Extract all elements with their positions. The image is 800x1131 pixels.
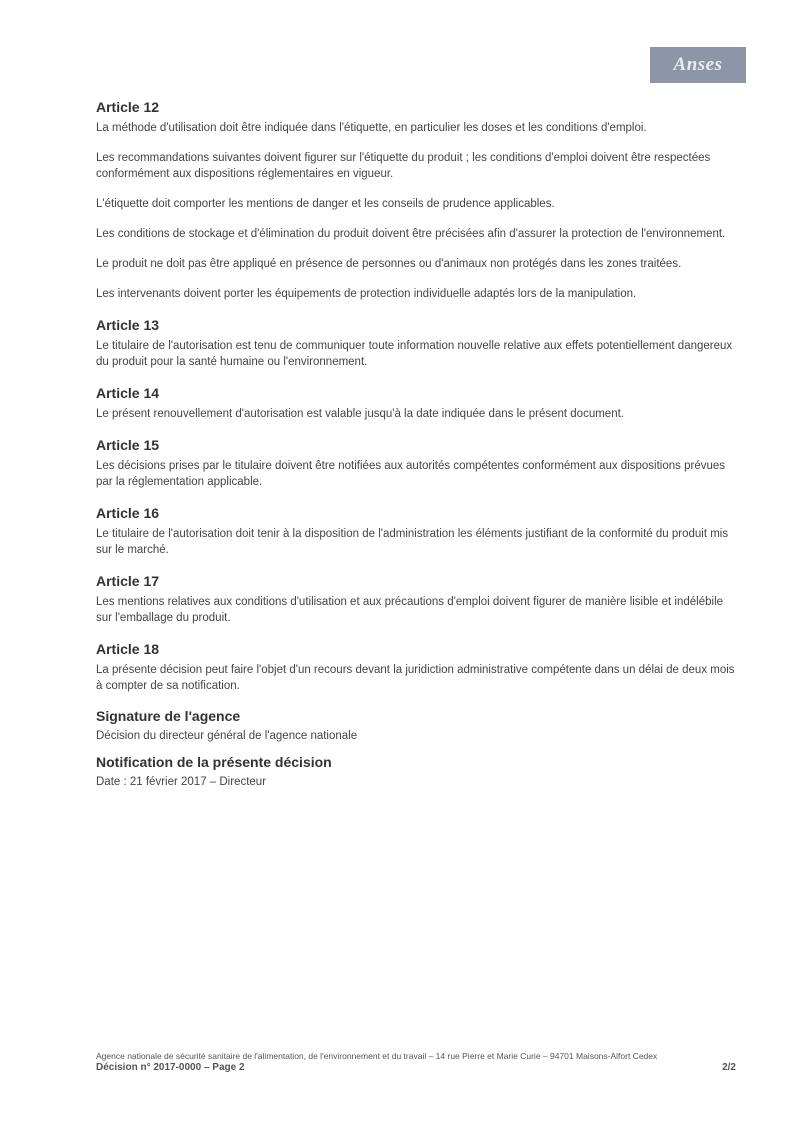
article-16 <box>96 504 736 558</box>
article-12 <box>96 98 736 302</box>
article-paragraph: La méthode d'utilisation doit être indiquée dans l'étiquette, en particulier les doses et les conditions d'emploi. <box>96 122 647 134</box>
article-paragraph: La présente décision peut faire l'objet d'un recours devant la juridiction administrative compétente dans un délai de deux mois à compter de sa notification. <box>96 664 735 692</box>
article-title: Article 14 <box>96 385 160 401</box>
article-title: Article 16 <box>96 505 160 521</box>
agency-logo: Anses <box>650 47 746 83</box>
article-15 <box>96 436 736 490</box>
article-title: Article 12 <box>96 99 160 115</box>
article-paragraph: Le produit ne doit pas être appliqué en présence de personnes ou d'animaux non protégés dans les zones traitées. <box>96 258 682 270</box>
article-13 <box>96 316 736 370</box>
footer-address: Agence nationale de sécurité sanitaire de l'alimentation, de l'environnement et du travail – 14 rue Pierre et Marie Curie – 94701 Maisons-Alfort Cedex <box>96 1051 658 1061</box>
article-paragraph: Le titulaire de l'autorisation doit tenir à la disposition de l'administration les éléments justifiant de la conformité du produit mis sur le marché. <box>96 528 729 556</box>
article-title: Article 18 <box>96 641 160 657</box>
article-paragraph: Le présent renouvellement d'autorisation est valable jusqu'à la date indiquée dans le présent document. <box>96 408 624 420</box>
article-title: Article 15 <box>96 437 160 453</box>
article-paragraph: L'étiquette doit comporter les mentions de danger et les conseils de prudence applicables. <box>96 198 555 210</box>
article-title: Article 13 <box>96 317 160 333</box>
notification-heading: Notification de la présente décision <box>96 754 332 770</box>
article-paragraph: Les décisions prises par le titulaire doivent être notifiées aux autorités compétentes conformément aux dispositions prévues par la réglementation applicable. <box>96 460 726 488</box>
article-17 <box>96 572 736 626</box>
footer-page-number: 2/2 <box>722 1062 736 1073</box>
document-body <box>96 98 736 800</box>
article-paragraph: Le titulaire de l'autorisation est tenu de communiquer toute information nouvelle relative aux effets potentiellement dangereux du produit pour la santé humaine ou l'environnement. <box>96 340 733 368</box>
page-footer <box>96 1050 736 1074</box>
notification-block <box>96 754 736 790</box>
signature-text: Décision du directeur général de l'agence nationale <box>96 730 358 742</box>
notification-text: Date : 21 février 2017 – Directeur <box>96 776 267 788</box>
signature-heading: Signature de l'agence <box>96 708 241 724</box>
article-title: Article 17 <box>96 573 160 589</box>
article-18 <box>96 640 736 694</box>
footer-reference: Décision n° 2017-0000 – Page 2 <box>96 1062 245 1073</box>
footer-row <box>96 1062 736 1074</box>
article-paragraph: Les intervenants doivent porter les équipements de protection individuelle adaptés lors de la manipulation. <box>96 288 637 300</box>
article-paragraph: Les mentions relatives aux conditions d'utilisation et aux précautions d'emploi doivent figurer de manière lisible et indélébile sur l'emballage du produit. <box>96 596 724 624</box>
article-14 <box>96 384 736 422</box>
signature-block <box>96 708 736 744</box>
article-paragraph: Les recommandations suivantes doivent figurer sur l'étiquette du produit ; les conditions d'emploi doivent être respectées conformément aux dispositions réglementaires en vigueur. <box>96 152 711 180</box>
article-paragraph: Les conditions de stockage et d'élimination du produit doivent être précisées afin d'assurer la protection de l'environnement. <box>96 228 726 240</box>
